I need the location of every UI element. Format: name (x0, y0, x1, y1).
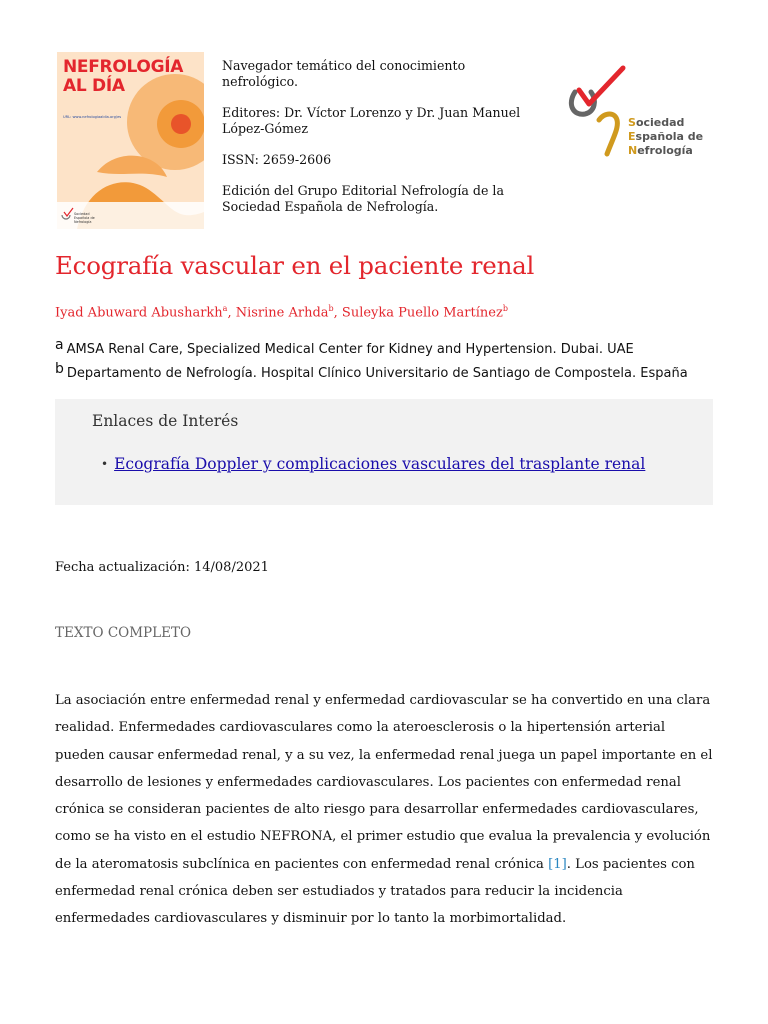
cover-title-line1: NEFROLOGÍA (63, 57, 184, 77)
update-date: Fecha actualización: 14/08/2021 (55, 560, 269, 575)
sen-initial: E (628, 130, 636, 143)
author-name: Iyad Abuward Abusharkh (55, 305, 223, 321)
sen-logo-line2 (628, 130, 703, 144)
author-list: Iyad Abuward Abusharkh$^a$, Nisrine Arhda$^b$, Suleyka Puello Martínez$^b$ (55, 304, 508, 321)
links-of-interest-title: Enlaces de Interés (92, 412, 239, 430)
sen-word: efrología (637, 144, 693, 157)
publication-editors: Editores: Dr. Víctor Lorenzo y Dr. Juan Manuel López-Gómez (222, 105, 521, 136)
body-text-part1: La asociación entre enfermedad renal y enfermedad cardiovascular se ha convertido en una clara realidad. Enfermedades cardiovasculares como la ateroesclerosis o la hipertensión arterial pueden causar enfermedad renal, y a su vez, la enfermedad renal juega un papel importante en el desarrollo de lesiones y enfermedades cardiovasculares. Los pacientes con enfermedad renal crónica se consideran pacientes de alto riesgo para desarrollar enfermedades cardiovasculares, como se ha visto en el estudio NEFRONA, el primer estudio que evalua la prevalencia y evolución de la ateromatosis subclínica en pacientes con enfermedad renal crónica (55, 693, 713, 872)
links-of-interest-panel (55, 399, 713, 505)
cover-url: URL: www.nefrologiaaldia.org/es (63, 115, 122, 119)
affiliation-text: Departamento de Nefrología. Hospital Clínico Universitario de Santiago de Compostela. España (66, 366, 688, 381)
journal-cover-image (57, 52, 204, 229)
reference-link[interactable]: [1] (548, 856, 567, 872)
affiliation-marker: b (55, 361, 64, 377)
links-list-item (101, 455, 645, 473)
sen-logo-line3 (628, 144, 703, 158)
cover-logo-text (74, 212, 95, 224)
author-affiliation-marker: b (328, 304, 334, 313)
bullet-icon: • (101, 457, 109, 471)
author-name: Nisrine Arhda (235, 305, 329, 321)
affiliation-b (55, 361, 688, 381)
sen-logo-line1 (628, 116, 703, 130)
publication-issn: ISSN: 2659-2606 (222, 152, 332, 167)
sen-word: ociedad (635, 116, 685, 129)
affiliation-marker: a (55, 337, 64, 353)
sen-initial: S (628, 116, 636, 129)
affiliation-a (55, 337, 634, 357)
affiliation-text: AMSA Renal Care, Specialized Medical Center for Kidney and Hypertension. Dubai. UAE (66, 342, 634, 357)
publication-description: Navegador temático del conocimiento nefrológico. (222, 58, 466, 89)
cover-logo-line: Española de (74, 216, 95, 220)
author-affiliation-marker: b (502, 304, 508, 313)
cover-title-line2: AL DÍA (63, 76, 125, 96)
article-title: Ecografía vascular en el paciente renal (55, 251, 535, 280)
publication-info (222, 58, 542, 230)
sen-logo-text (628, 116, 703, 158)
publication-edition: Edición del Grupo Editorial Nefrología de la Sociedad Española de Nefrología. (222, 183, 504, 214)
cover-logo-line: Sociedad (74, 212, 90, 216)
sen-initial: N (628, 144, 638, 157)
section-heading: TEXTO COMPLETO (55, 625, 192, 641)
sen-word: spañola de (635, 130, 704, 143)
body-text-part2: . Los pacientes con enfermedad renal crónica deben ser estudiados y tratados para reducir la incidencia enfermedades cardiovasculares y disminuir por lo tanto la morbimortalidad. (55, 856, 695, 927)
author-name: Suleyka Puello Martínez (341, 305, 503, 321)
author-affiliation-marker: a (222, 304, 228, 313)
article-body-paragraph (55, 687, 715, 933)
cover-logo-line: Nefrología (74, 220, 92, 224)
cover-title (63, 58, 183, 96)
doppler-transplant-link[interactable]: Ecografía Doppler y complicaciones vasculares del trasplante renal (114, 455, 646, 473)
